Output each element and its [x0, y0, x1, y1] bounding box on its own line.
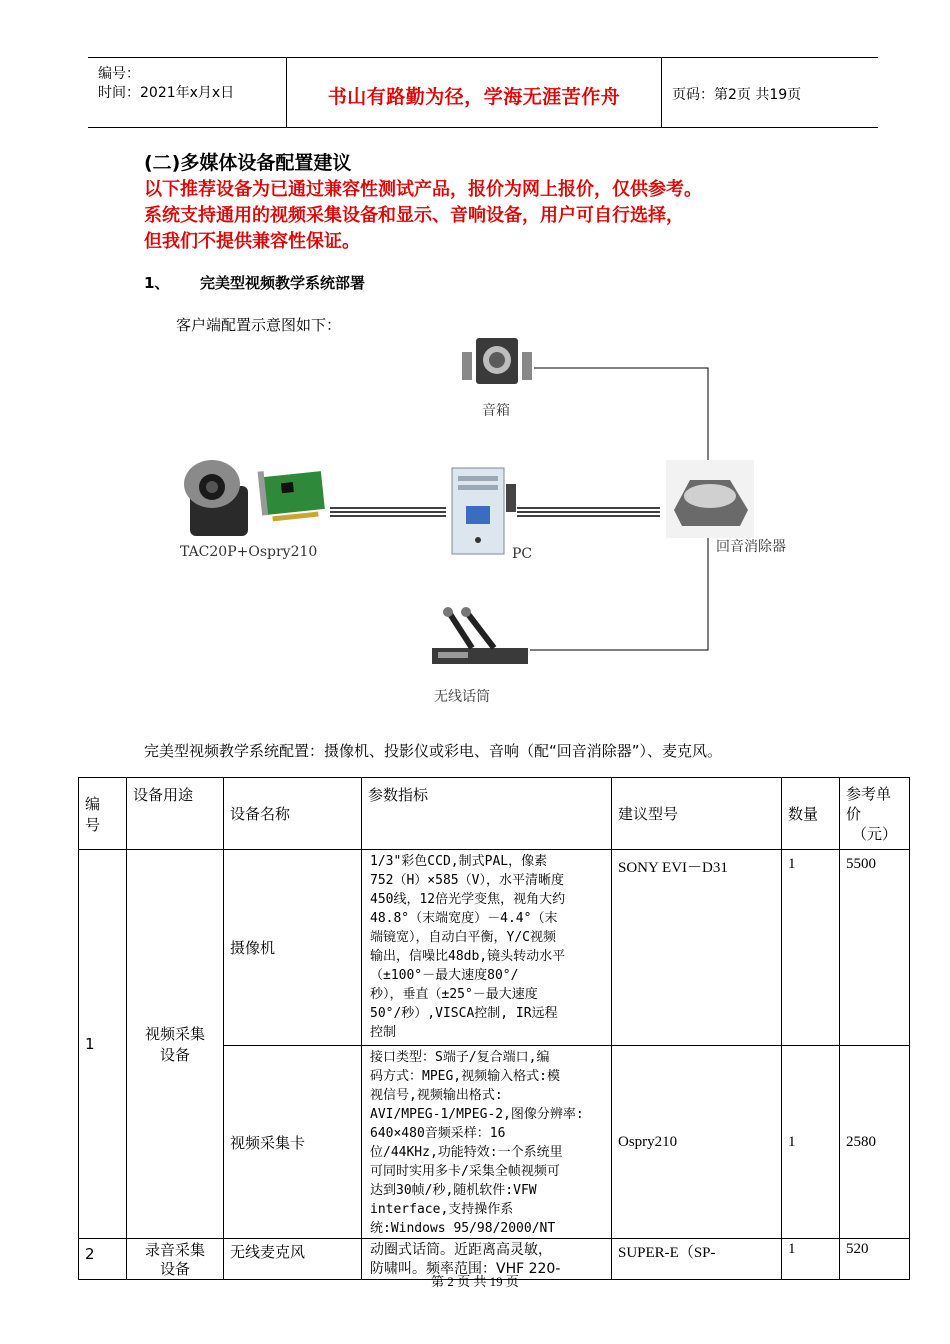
- subsection-title: 完美型视频教学系统部署: [200, 274, 366, 292]
- page-footer: 第 2 页 共 19 页: [431, 1274, 519, 1289]
- cell-model: SUPER-E（SP-: [612, 1239, 782, 1280]
- table-header-row: [79, 778, 910, 850]
- header-name: 设备名称: [224, 778, 362, 850]
- header-number: 编号：: [98, 66, 140, 82]
- config-description: 完美型视频教学系统配置：摄像机、投影仪或彩电、音响（配“回音消除器”）、麦克风。: [144, 742, 723, 760]
- header-qty: 数量: [782, 778, 840, 850]
- label-speaker: 音箱: [482, 403, 510, 419]
- header-meta-cell: [88, 58, 287, 127]
- notice-line-2: 系统支持通用的视频采集设备和显示、音响设备，用户可自行选择，: [144, 205, 684, 226]
- notice-line-1: 以下推荐设备为已通过兼容性测试产品，报价为网上报价，仅供参考。: [144, 179, 702, 200]
- label-pc: PC: [512, 546, 533, 562]
- cell-model: SONY EVI－D31: [612, 850, 782, 1046]
- header-time: 时间：2021年x月x日: [98, 85, 235, 101]
- deployment-diagram: [150, 330, 830, 710]
- cell-qty: 1: [782, 1239, 840, 1280]
- notice-line-3: 但我们不提供兼容性保证。: [144, 231, 360, 252]
- cell-usage: 视频采集 设备: [127, 850, 224, 1239]
- cell-params: 1/3"彩色CCD,制式PAL，像素 752（H）×585（V），水平清晰度 450线，12倍光学变焦，视角大约 48.8°（末端宽度）－4.4°（末 端镜宽），自动白平衡，Y/C视频 输出，信噪比48db,镜头转动水平 （±100°－最大速度80°/ 秒），垂直（±25°－最大速度 50°/秒）,VISCA控制, IR远程 控制: [362, 850, 612, 1046]
- cell-price: 2580: [840, 1046, 910, 1239]
- table-row: [79, 850, 910, 1046]
- cell-no: 1: [79, 850, 127, 1239]
- cell-params: 动圈式话筒。近距离高灵敏， 防啸叫。频率范围：VHF 220-: [362, 1239, 612, 1280]
- connection-lines: [330, 368, 708, 650]
- cell-no: 2: [79, 1239, 127, 1280]
- camera-icon: [184, 460, 248, 536]
- header-price: 参考单 价 （元）: [840, 778, 910, 850]
- cell-usage: 录音采集 设备: [127, 1239, 224, 1280]
- echo-canceller-icon: [666, 460, 754, 538]
- cell-name: 视频采集卡: [224, 1046, 362, 1239]
- header-motto: 书山有路勤为径，学海无涯苦作舟: [327, 86, 621, 108]
- cell-model: Ospry210: [612, 1046, 782, 1239]
- label-echo-canceller: 回音消除器: [716, 539, 786, 555]
- diagram-canvas: [150, 330, 830, 710]
- cell-name: 摄像机: [224, 850, 362, 1046]
- cell-name: 无线麦克风: [224, 1239, 362, 1280]
- header-usage: 设备用途: [127, 778, 224, 850]
- capture-card-icon: [258, 471, 325, 521]
- header-page-number: 页码：第2页 共19页: [672, 87, 802, 103]
- page-header: [88, 57, 878, 128]
- section-title: (二)多媒体设备配置建议: [144, 152, 352, 174]
- pc-icon: [452, 468, 516, 554]
- cell-price: 5500: [840, 850, 910, 1046]
- cell-price: 520: [840, 1239, 910, 1280]
- cell-qty: 1: [782, 850, 840, 1046]
- header-params: 参数指标: [362, 778, 612, 850]
- header-motto-cell: [287, 58, 662, 127]
- subsection-number: 1、: [144, 274, 170, 292]
- cell-qty: 1: [782, 1046, 840, 1239]
- header-page-cell: [662, 58, 878, 127]
- label-camera: TAC20P+Ospry210: [180, 544, 318, 560]
- cell-params: 接口类型：S端子/复合端口,编 码方式：MPEG,视频输入格式:模 视信号,视频输出格式: AVI/MPEG-1/MPEG-2,图像分辨率: 640×480音频采样：16 位/44KHz,功能特效:一个系统里 可同时实用多卡/采集全帧视频可 达到30帧/秒,随机软件:VFW interface,支持操作系 统:Windows 95/98/2000/NT: [362, 1046, 612, 1239]
- speaker-icon: [462, 338, 532, 384]
- header-model: 建议型号: [612, 778, 782, 850]
- wireless-mic-icon: [432, 607, 528, 664]
- header-no: 编 号: [79, 778, 127, 850]
- label-wireless-mic: 无线话筒: [434, 689, 490, 705]
- diagram-intro: 客户端配置示意图如下：: [176, 316, 342, 334]
- equipment-table: [78, 777, 910, 1280]
